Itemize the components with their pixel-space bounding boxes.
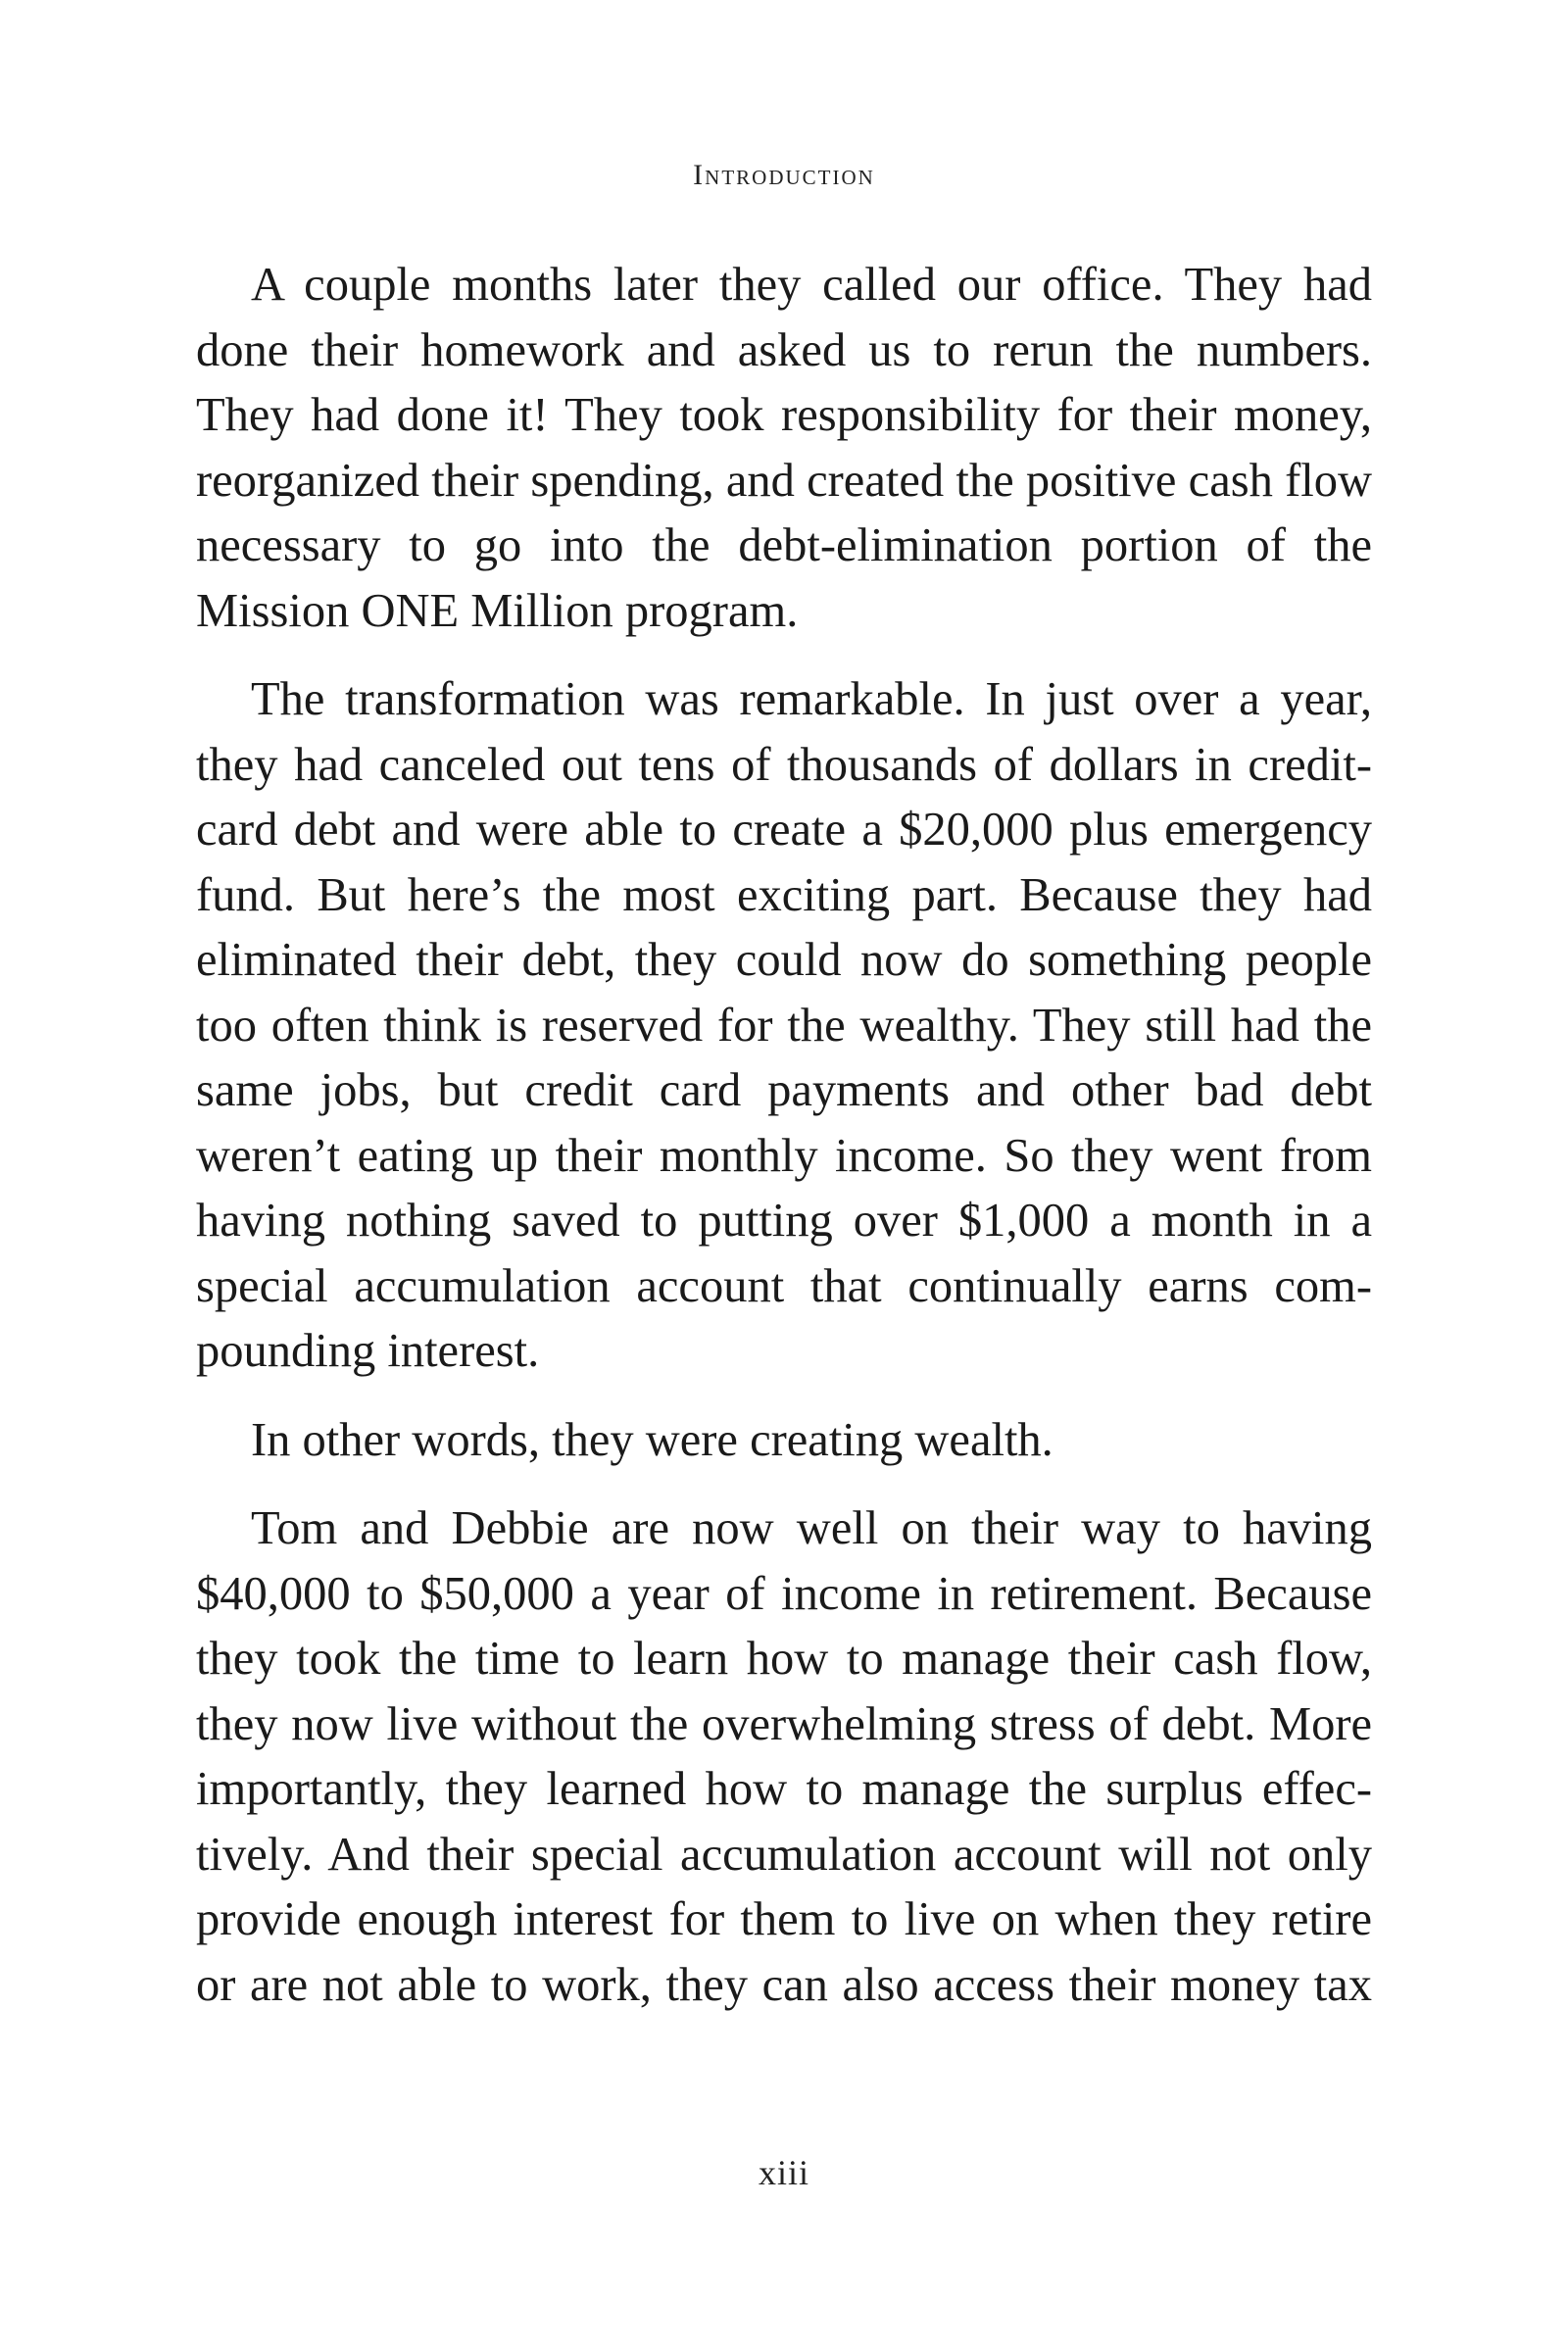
paragraph-1: A couple months later they called our office. They had done their homework and asked us to rerun the numbers. They had done it! They took responsibility for their money, reorganized their spending, and created the positive cash flow necessary to go into the debt-elimination portion of the Mission ONE Million program. bbox=[196, 259, 1372, 637]
page-number: xiii bbox=[758, 2153, 809, 2192]
body-text bbox=[196, 253, 1372, 2041]
paragraph-3: In other words, they were creating wealth. bbox=[251, 1413, 1054, 1466]
paragraph-4: Tom and Debbie are now well on their way to having $40,000 to $50,000 a year of income in retirement. Because they took the time to learn how to manage their cash flow, they now live without the overwhelming stress of debt. More importantly, they learned how to manage the surplus effectively. And their special accumulation account will not only provide enough interest for them to live on when they retire or are not able to work, they can also access their money tax bbox=[196, 1502, 1372, 2011]
paragraph-2: The transformation was remarkable. In just over a year, they had canceled out tens of thousands of dollars in credit-card debt and were able to create a $20,000 plus emergency fund. But here’s the most exciting part. Because they had eliminated their debt, they could now do something people too often think is reserved for the wealthy. They still had the same jobs, but credit card payments and other bad debt weren’t eating up their monthly income. So they went from having nothing saved to putting over $1,000 a month in a special accumulation account that continually earns compounding interest. bbox=[196, 673, 1372, 1377]
running-head: Introduction bbox=[693, 159, 875, 191]
